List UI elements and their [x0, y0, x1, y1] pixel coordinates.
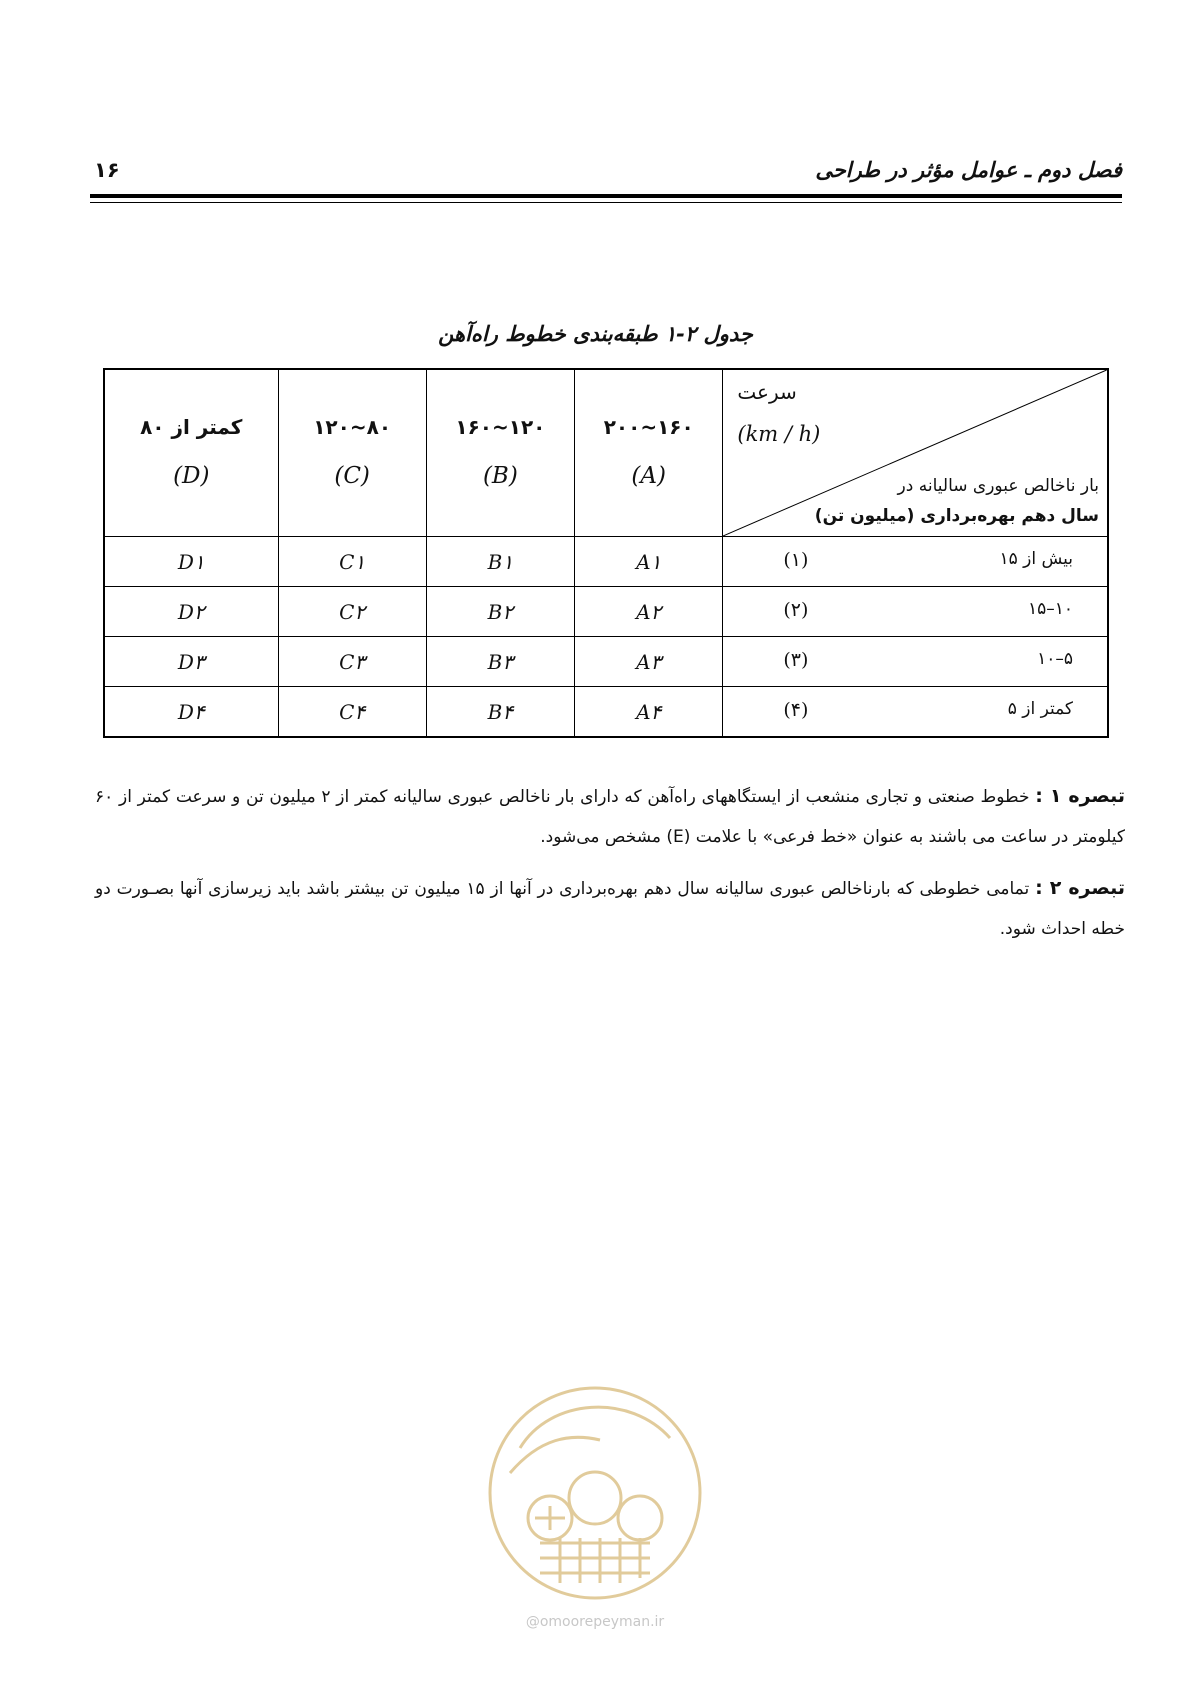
- speed-class-letter: (A): [631, 463, 666, 490]
- row-number: (۳): [783, 649, 809, 671]
- speed-class-letter: (B): [482, 463, 518, 490]
- note-label: تبصره ۱ :: [1035, 785, 1126, 807]
- table-cell: C۱: [278, 537, 426, 587]
- speed-class-letter: (C): [334, 463, 370, 490]
- header-rule-thick: [90, 194, 1122, 198]
- table-cell: D۴: [104, 687, 278, 738]
- page-number: ۱۶: [94, 158, 120, 182]
- watermark-url: @omoorepeyman.ir: [525, 1614, 665, 1630]
- table-cell: C۳: [278, 637, 426, 687]
- row-header-cell: [723, 687, 1108, 738]
- table-cell: C۴: [278, 687, 426, 738]
- table-cell: B۴: [426, 687, 574, 738]
- speed-range: ۱۲۰~۱۶۰: [455, 415, 546, 440]
- table-cell: A۴: [575, 687, 723, 738]
- table-cell: B۱: [426, 537, 574, 587]
- corner-load-label-line2: سال دهم بهره‌برداری (میلیون تن): [814, 506, 1099, 526]
- chapter-title: فصل دوم ـ عوامل مؤثر در طراحی: [815, 158, 1122, 182]
- corner-speed-unit: (km / h): [737, 422, 821, 446]
- rail-classification-table: [103, 368, 1109, 738]
- table-cell: A۲: [575, 587, 723, 637]
- watermark-logo: [480, 1378, 710, 1648]
- table-header-row: [104, 369, 1108, 537]
- seal-icon: [480, 1378, 710, 1608]
- table-cell: B۳: [426, 637, 574, 687]
- note-text: تمامی خطوطی که بارناخالص عبوری سالیانه سال دهم بهره‌برداری در آنها از ۱۵ میلیون تن بیشتر باشد باید زیرسازی آنها بصـورت دو خطه احداث شود.: [95, 879, 1125, 939]
- speed-range: کمتر از ۸۰: [140, 415, 243, 440]
- table-cell: D۱: [104, 537, 278, 587]
- table-cell: A۳: [575, 637, 723, 687]
- table-caption: جدول ۲-۱ طبقه‌بندی خطوط راه‌آهن: [438, 322, 753, 346]
- corner-header-cell: [723, 369, 1108, 537]
- speed-column-a: [575, 369, 723, 537]
- note-label: تبصره ۲ :: [1035, 877, 1125, 899]
- row-header-cell: [723, 537, 1108, 587]
- table-row: [104, 537, 1108, 587]
- speed-class-letter: (D): [173, 463, 210, 490]
- header-rule-thin: [90, 202, 1122, 203]
- corner-speed-label: سرعت: [737, 380, 797, 404]
- note-text: خطوط صنعتی و تجاری منشعب از ایستگاههای راه‌آهن که دارای بار ناخالص عبوری سالیانه کمتر از ۲ میلیون تن و سرعت کمتر از ۶۰ کیلومتر در ساعت می باشند به عنوان «خط فرعی» با علامت (E) مشخص می‌شود.: [95, 787, 1125, 847]
- row-load-range: بیش از ۱۵: [999, 549, 1073, 569]
- row-number: (۲): [783, 599, 809, 621]
- row-number: (۴): [783, 699, 809, 721]
- note-2: [95, 868, 1125, 949]
- note-1: [95, 776, 1125, 857]
- row-header-cell: [723, 587, 1108, 637]
- row-load-range: کمتر از ۵: [1007, 699, 1073, 719]
- row-load-range: ۵–۱۰: [1037, 649, 1073, 669]
- speed-column-d: [104, 369, 278, 537]
- corner-load-label-line1: بار ناخالص عبوری سالیانه در: [897, 476, 1099, 496]
- table-row: [104, 637, 1108, 687]
- row-header-cell: [723, 637, 1108, 687]
- table-cell: A۱: [575, 537, 723, 587]
- speed-column-b: [426, 369, 574, 537]
- table-cell: D۳: [104, 637, 278, 687]
- row-number: (۱): [783, 549, 809, 571]
- speed-range: ۱۶۰~۲۰۰: [603, 415, 694, 440]
- row-load-range: ۱۰–۱۵: [1027, 599, 1073, 619]
- table-row: [104, 687, 1108, 738]
- table-cell: D۲: [104, 587, 278, 637]
- speed-range: ۸۰~۱۲۰: [313, 415, 392, 440]
- table-row: [104, 587, 1108, 637]
- table-cell: C۲: [278, 587, 426, 637]
- speed-column-c: [278, 369, 426, 537]
- table-cell: B۲: [426, 587, 574, 637]
- page-header: [90, 150, 1122, 206]
